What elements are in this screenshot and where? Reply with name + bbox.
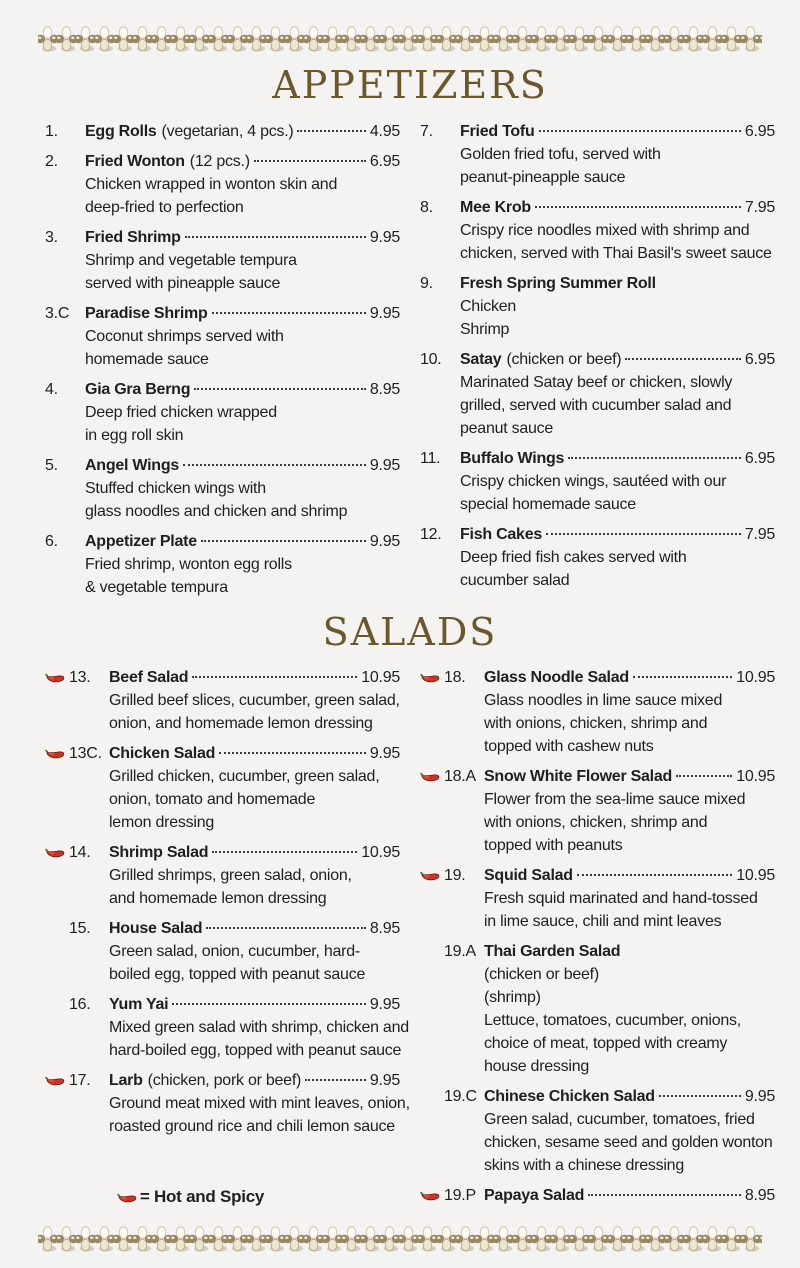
item-name: Appetizer Plate xyxy=(85,532,197,550)
item-body xyxy=(109,666,400,735)
menu-item xyxy=(45,742,400,834)
item-name: Chicken Salad xyxy=(109,745,216,763)
item-number: 12. xyxy=(420,525,442,543)
dot-leader xyxy=(588,1194,741,1196)
spicy-slot xyxy=(420,864,444,933)
item-price: 9.95 xyxy=(369,996,400,1014)
item-body xyxy=(85,378,400,447)
dot-leader xyxy=(183,464,366,466)
item-price: 10.95 xyxy=(361,669,400,687)
menu-section xyxy=(45,64,775,599)
item-price: 9.95 xyxy=(369,745,400,763)
item-body xyxy=(109,742,400,834)
dot-leader xyxy=(577,874,732,876)
menu-item xyxy=(45,917,400,986)
item-note: (vegetarian, 4 pcs.) xyxy=(161,122,294,140)
dot-leader xyxy=(172,1003,366,1005)
item-name: House Salad xyxy=(109,920,203,938)
item-description-line: Green salad, cucumber, tomatoes, fried xyxy=(484,1111,755,1129)
menu-item xyxy=(420,272,775,341)
item-head-line xyxy=(109,993,400,1016)
section-columns xyxy=(45,659,775,1207)
item-body xyxy=(85,302,400,371)
item-description-line: Fresh squid marinated and hand-tossed xyxy=(484,890,758,908)
dot-leader xyxy=(539,130,741,132)
item-variant xyxy=(484,963,775,986)
item-body xyxy=(109,841,400,910)
item-number: 13C. xyxy=(69,745,102,763)
item-price: 8.95 xyxy=(369,380,400,398)
item-head-line xyxy=(460,272,775,295)
menu-item xyxy=(420,666,775,758)
item-name: Mee Krob xyxy=(460,198,531,216)
item-description-line: in lime sauce, chili and mint leaves xyxy=(484,913,722,931)
menu-sections xyxy=(45,64,775,1207)
dot-leader xyxy=(201,540,366,542)
menu-item xyxy=(420,1085,775,1177)
dot-leader xyxy=(212,312,366,314)
item-head-line xyxy=(460,523,775,546)
item-number: 15. xyxy=(69,920,91,938)
item-head-line xyxy=(109,1069,400,1092)
item-description-line: onion, and homemade lemon dressing xyxy=(109,715,373,733)
chili-pepper-icon xyxy=(45,671,65,683)
item-note: (12 pcs.) xyxy=(189,152,250,170)
decorative-border-top xyxy=(38,26,762,52)
item-description-line: topped with peanuts xyxy=(484,837,623,855)
item-number: 8. xyxy=(420,198,433,216)
item-description-line: Deep fried chicken wrapped xyxy=(85,403,277,421)
chili-pepper-icon xyxy=(117,1191,137,1203)
item-body xyxy=(460,447,775,516)
item-body xyxy=(85,454,400,523)
item-description-line: deep-fried to perfection xyxy=(85,198,244,216)
item-head-line xyxy=(85,120,400,143)
item-body xyxy=(484,1184,775,1207)
item-body xyxy=(460,120,775,189)
menu-column xyxy=(420,113,775,599)
menu-item xyxy=(45,993,409,1062)
item-description-line: topped with cashew nuts xyxy=(484,738,654,756)
menu-item xyxy=(420,864,775,933)
dot-leader xyxy=(625,358,740,360)
item-price: 7.95 xyxy=(744,198,775,216)
item-price: 9.95 xyxy=(369,532,400,550)
item-description-line: with onions, chicken, shrimp and xyxy=(484,814,708,832)
item-description-line: hard-boiled egg, topped with peanut sauce xyxy=(109,1042,402,1060)
item-body xyxy=(85,150,400,219)
item-body xyxy=(484,940,775,1078)
item-description-line: lemon dressing xyxy=(109,814,214,832)
spicy-slot xyxy=(45,841,69,910)
item-head-line xyxy=(85,302,400,325)
item-variant xyxy=(460,318,775,341)
item-number: 3. xyxy=(45,228,58,246)
item-description-line: grilled, served with cucumber salad and xyxy=(460,396,732,414)
decorative-border-bottom xyxy=(38,1226,762,1252)
item-name: Fish Cakes xyxy=(460,525,542,543)
menu-item xyxy=(45,1069,410,1138)
item-head-line xyxy=(484,765,775,788)
menu-section xyxy=(45,611,775,1208)
menu-item xyxy=(420,1184,775,1207)
item-price: 7.95 xyxy=(744,525,775,543)
dot-leader xyxy=(206,927,366,929)
menu-item xyxy=(45,378,400,447)
item-head-line xyxy=(460,348,775,371)
menu-column xyxy=(420,659,775,1207)
spicy-slot xyxy=(45,917,69,986)
item-price: 10.95 xyxy=(736,867,775,885)
item-description-line: peanut-pineapple sauce xyxy=(460,168,626,186)
item-description-line: Green salad, onion, cucumber, hard- xyxy=(109,943,360,961)
item-description-line: Fried shrimp, wonton egg rolls xyxy=(85,555,292,573)
item-description-line: Marinated Satay beef or chicken, slowly xyxy=(460,373,733,391)
item-head-line xyxy=(484,666,775,689)
dot-leader xyxy=(535,206,741,208)
item-price: 9.95 xyxy=(369,456,400,474)
dot-leader xyxy=(219,752,366,754)
menu-item xyxy=(420,348,775,440)
item-name: Fried Tofu xyxy=(460,122,535,140)
item-head-line xyxy=(484,1085,775,1108)
item-description-line: and homemade lemon dressing xyxy=(109,890,327,908)
item-price: 6.95 xyxy=(744,449,775,467)
item-description-line: peanut sauce xyxy=(460,419,554,437)
item-number: 18. xyxy=(444,669,466,687)
menu-item xyxy=(420,196,775,265)
item-head-line xyxy=(460,447,775,470)
chili-pepper-icon xyxy=(420,869,440,881)
item-description-line: Coconut shrimps served with xyxy=(85,327,284,345)
variant-label: Shrimp xyxy=(460,320,510,338)
item-name: Paradise Shrimp xyxy=(85,304,208,322)
item-number: 19.P xyxy=(444,1187,476,1205)
menu-item xyxy=(45,530,400,599)
item-price: 10.95 xyxy=(736,669,775,687)
item-description-line: with onions, chicken, shrimp and xyxy=(484,715,708,733)
menu-content xyxy=(0,52,800,1207)
item-description-line: roasted ground rice and chili lemon sauce xyxy=(109,1118,395,1136)
item-price: 9.95 xyxy=(369,1072,400,1090)
menu-column xyxy=(45,659,410,1207)
item-description-line: choice of meat, topped with creamy xyxy=(484,1035,728,1053)
item-number: 9. xyxy=(420,274,433,292)
menu-item xyxy=(420,523,775,592)
dot-leader xyxy=(659,1095,741,1097)
spicy-legend xyxy=(117,1187,264,1207)
item-description-line: Crispy chicken wings, sautéed with our xyxy=(460,472,727,490)
item-number: 4. xyxy=(45,380,58,398)
item-head-line xyxy=(85,530,400,553)
item-price: 8.95 xyxy=(744,1187,775,1205)
item-number: 17. xyxy=(69,1072,91,1090)
variant-label: (chicken or beef) xyxy=(484,966,599,984)
spicy-slot xyxy=(420,1184,444,1207)
item-number: 5. xyxy=(45,456,58,474)
item-number: 16. xyxy=(69,996,91,1014)
spicy-slot xyxy=(45,993,69,1062)
item-name: Yum Yai xyxy=(109,996,169,1014)
item-price: 8.95 xyxy=(369,920,400,938)
item-name: Papaya Salad xyxy=(484,1187,585,1205)
dot-leader xyxy=(568,457,741,459)
item-head-line xyxy=(484,940,775,963)
item-description-line: skins with a chinese dressing xyxy=(484,1157,684,1175)
item-description-line: Grilled chicken, cucumber, green salad, xyxy=(109,768,380,786)
item-name: Buffalo Wings xyxy=(460,449,565,467)
item-description-line: Grilled beef slices, cucumber, green salad, xyxy=(109,692,400,710)
item-number: 19.C xyxy=(444,1088,477,1106)
dot-leader xyxy=(305,1079,366,1081)
item-body xyxy=(109,993,409,1062)
item-number: 13. xyxy=(69,669,91,687)
item-number: 11. xyxy=(420,449,441,467)
item-head-line xyxy=(460,120,775,143)
item-body xyxy=(484,864,775,933)
item-number: 6. xyxy=(45,532,58,550)
item-description-line: Golden fried tofu, served with xyxy=(460,145,661,163)
item-head-line xyxy=(484,1184,775,1207)
item-note: (chicken, pork or beef) xyxy=(147,1072,302,1090)
item-description-line: Ground meat mixed with mint leaves, onion, xyxy=(109,1095,410,1113)
item-body xyxy=(460,272,775,341)
dot-leader xyxy=(185,236,366,238)
item-name: Chinese Chicken Salad xyxy=(484,1088,655,1106)
item-body xyxy=(109,917,400,986)
spicy-slot xyxy=(45,666,69,735)
item-note: (chicken or beef) xyxy=(506,350,622,368)
menu-item xyxy=(45,150,400,219)
chili-pepper-icon xyxy=(45,1074,65,1086)
menu-item xyxy=(45,120,400,143)
item-head-line xyxy=(85,150,400,173)
item-description-line: Crispy rice noodles mixed with shrimp and xyxy=(460,221,750,239)
item-body xyxy=(85,226,400,295)
item-body xyxy=(484,1085,775,1177)
item-number: 2. xyxy=(45,152,58,170)
item-head-line xyxy=(109,742,400,765)
item-description-line: Glass noodles in lime sauce mixed xyxy=(484,692,723,710)
item-number: 10. xyxy=(420,350,442,368)
item-head-line xyxy=(85,226,400,249)
item-name: Fresh Spring Summer Roll xyxy=(460,274,656,292)
item-head-line xyxy=(460,196,775,219)
spicy-slot xyxy=(420,940,444,1078)
item-name: Larb xyxy=(109,1072,143,1090)
item-description-line: in egg roll skin xyxy=(85,426,184,444)
item-number: 18.A xyxy=(444,768,476,786)
item-description-line: Chicken wrapped in wonton skin and xyxy=(85,175,338,193)
item-price: 6.95 xyxy=(744,122,775,140)
item-body xyxy=(85,120,400,143)
item-description-line: Deep fried fish cakes served with xyxy=(460,548,687,566)
item-description-line: & vegetable tempura xyxy=(85,578,228,596)
item-price: 9.95 xyxy=(369,228,400,246)
section-title: APPETIZERS xyxy=(272,63,548,107)
item-description-line: glass noodles and chicken and shrimp xyxy=(85,502,348,520)
dot-leader xyxy=(212,851,357,853)
item-body xyxy=(460,348,775,440)
item-name: Fried Wonton xyxy=(85,152,185,170)
variant-label: Chicken xyxy=(460,297,517,315)
section-title: SALADS xyxy=(322,609,498,654)
section-columns xyxy=(45,113,775,599)
menu-column xyxy=(45,113,400,599)
item-name: Egg Rolls xyxy=(85,122,157,140)
item-description-line: onion, tomato and homemade xyxy=(109,791,316,809)
menu-item xyxy=(420,940,775,1078)
item-name: Satay xyxy=(460,350,502,368)
item-head-line xyxy=(85,378,400,401)
item-description-line: Mixed green salad with shrimp, chicken and xyxy=(109,1019,409,1037)
menu-item xyxy=(45,302,400,371)
item-body xyxy=(460,523,775,592)
menu-item xyxy=(420,447,775,516)
item-number: 19.A xyxy=(444,943,476,961)
item-name: Thai Garden Salad xyxy=(484,943,621,961)
dot-leader xyxy=(194,388,366,390)
spicy-slot xyxy=(420,666,444,758)
dot-leader xyxy=(546,533,741,535)
menu-item xyxy=(45,226,400,295)
dot-leader xyxy=(297,130,365,132)
item-body xyxy=(460,196,775,265)
variant-label: (shrimp) xyxy=(484,989,541,1007)
spicy-legend-icon-slot xyxy=(117,1191,137,1203)
chili-pepper-icon xyxy=(45,846,65,858)
item-price: 9.95 xyxy=(744,1088,775,1106)
dot-leader xyxy=(676,775,732,777)
item-body xyxy=(85,530,400,599)
item-name: Glass Noodle Salad xyxy=(484,669,629,687)
item-price: 4.95 xyxy=(369,122,400,140)
spicy-slot xyxy=(420,765,444,857)
spicy-slot xyxy=(420,1085,444,1177)
item-name: Shrimp Salad xyxy=(109,844,209,862)
item-head-line xyxy=(85,454,400,477)
item-price: 9.95 xyxy=(369,304,400,322)
item-name: Angel Wings xyxy=(85,456,179,474)
item-description-line: Flower from the sea-lime sauce mixed xyxy=(484,791,746,809)
dot-leader xyxy=(254,160,366,162)
menu-item xyxy=(420,765,775,857)
item-description-line: house dressing xyxy=(484,1058,590,1076)
chili-pepper-icon xyxy=(45,747,65,759)
item-price: 10.95 xyxy=(361,844,400,862)
item-variant xyxy=(484,986,775,1009)
item-number: 7. xyxy=(420,122,433,140)
item-description-line: served with pineapple sauce xyxy=(85,274,281,292)
spicy-slot xyxy=(45,742,69,834)
item-description-line: special homemade sauce xyxy=(460,495,636,513)
item-name: Squid Salad xyxy=(484,867,573,885)
chili-pepper-icon xyxy=(420,770,440,782)
item-body xyxy=(109,1069,410,1138)
item-description-line: Grilled shrimps, green salad, onion, xyxy=(109,867,352,885)
item-head-line xyxy=(109,917,400,940)
spicy-slot xyxy=(45,1069,69,1138)
item-number: 19. xyxy=(444,867,466,885)
item-description-line: Stuffed chicken wings with xyxy=(85,479,266,497)
dot-leader xyxy=(192,676,357,678)
item-name: Gia Gra Berng xyxy=(85,380,191,398)
menu-item xyxy=(45,841,400,910)
item-price: 10.95 xyxy=(736,768,775,786)
item-head-line xyxy=(109,841,400,864)
spicy-legend-label: = Hot and Spicy xyxy=(139,1187,265,1207)
item-name: Beef Salad xyxy=(109,669,189,687)
item-description-line: Lettuce, tomatoes, cucumber, onions, xyxy=(484,1012,741,1030)
item-head-line xyxy=(109,666,400,689)
item-number: 14. xyxy=(69,844,91,862)
dot-leader xyxy=(633,676,732,678)
item-variant xyxy=(460,295,775,318)
item-price: 6.95 xyxy=(744,350,775,368)
item-price: 6.95 xyxy=(369,152,400,170)
menu-item xyxy=(45,666,400,735)
menu-item xyxy=(420,120,775,189)
item-head-line xyxy=(484,864,775,887)
item-number: 1. xyxy=(45,122,58,140)
chili-pepper-icon xyxy=(420,671,440,683)
item-body xyxy=(484,765,775,857)
item-name: Fried Shrimp xyxy=(85,228,181,246)
item-description-line: Shrimp and vegetable tempura xyxy=(85,251,297,269)
item-description-line: chicken, served with Thai Basil's sweet sauce xyxy=(460,244,772,262)
item-body xyxy=(484,666,775,758)
chili-pepper-icon xyxy=(420,1189,440,1201)
menu-item xyxy=(45,454,400,523)
item-name: Snow White Flower Salad xyxy=(484,768,673,786)
item-description-line: homemade sauce xyxy=(85,350,209,368)
item-number: 3.C xyxy=(45,304,70,322)
item-description-line: boiled egg, topped with peanut sauce xyxy=(109,966,366,984)
item-description-line: cucumber salad xyxy=(460,571,570,589)
item-description-line: chicken, sesame seed and golden wonton xyxy=(484,1134,773,1152)
